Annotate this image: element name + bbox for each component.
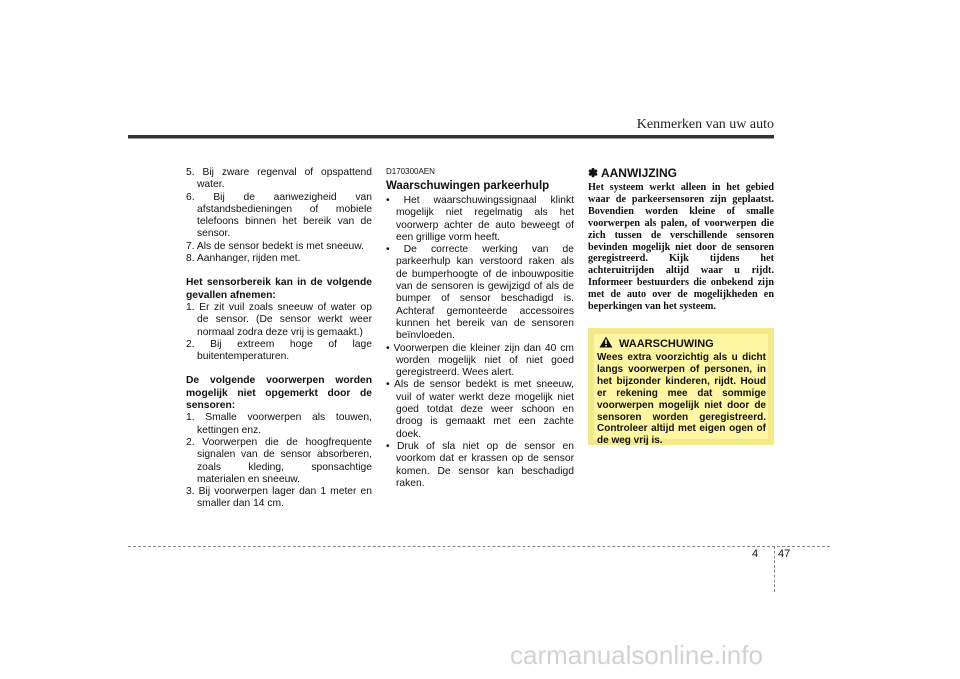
list-item: 2. Voorwerpen die de hoogfrequente signalen van de sensor absorberen, zoals kleding, sponsachtige materialen en sneeuw. [186, 436, 372, 485]
column-middle [386, 167, 574, 490]
list-item: 7. Als de sensor bedekt is met sneeuw. [186, 240, 365, 252]
column-right [588, 167, 774, 313]
header-rule-thin [128, 138, 774, 139]
warning-box [588, 328, 774, 445]
bullet-item: • Het waarschuwingssignaal klinkt mogelijk niet regelmatig als het voorwerp achter de auto beweegt of een grillige vorm heeft. [386, 195, 574, 243]
page-number: 47 [778, 548, 791, 560]
footer-divider [774, 546, 775, 592]
list-item: 2. Bij extreem hoge of lage buitentemperaturen. [186, 338, 372, 363]
warning-title-row [597, 336, 766, 352]
column-left [186, 167, 372, 511]
list-item: 1. Er zit vuil zoals sneeuw of water op de sensor. (De sensor werkt weer normaal zodra deze vrij is gemaakt.) [186, 301, 372, 338]
section-code: D170300AEN [386, 167, 435, 176]
section-heading: De volgende voorwerpen worden mogelijk niet opgemerkt door de sensoren: [186, 375, 372, 412]
warning-text: Wees extra voorzichtig als u dicht langs voorwerpen of personen, in het bijzonder kinderen, rijdt. Houd er rekening mee dat sommige voorwerpen mogelijk niet door de sensoren worden geregistreerd. Controleer altijd met eigen ogen of de weg vrij is. [597, 352, 766, 447]
note-text: Het systeem werkt alleen in het gebied waar de parkeersensoren zijn geplaatst. Bovendien worden kleine of smalle voorwerpen als palen, of voorwerpen die zich tussen de verschillende sensoren bevinden mogelijk niet door de sensoren geregistreerd. Kijk tijdens het achteruitrijden altijd waar u rijdt. Informeer bestuurders die onbekend zijn met de auto over de mogelijkheden en beperkingen van het systeem. [588, 182, 774, 313]
footer-rule [128, 546, 830, 547]
bullet-item: • Voorwerpen die kleiner zijn dan 40 cm worden mogelijk niet of niet goed geregistreerd. Wees alert. [386, 342, 574, 379]
list-item: 8. Aanhanger, rijden met. [186, 253, 301, 265]
bullet-item: • Druk of sla niet op de sensor en voorkom dat er krassen op de sensor komen. De sensor kan beschadigd raken. [386, 440, 574, 489]
list-item: 5. Bij zware regenval of opspattend water. [186, 167, 372, 191]
chapter-number: 4 [752, 548, 759, 560]
page-header-title: Kenmerken van uw auto [636, 117, 774, 132]
warning-title: WAARSCHUWING [619, 338, 714, 350]
list-item: 1. Smalle voorwerpen als touwen, kettingen enz. [186, 412, 372, 436]
list-item: 3. Bij voorwerpen lager dan 1 meter en smaller dan 14 cm. [186, 486, 372, 510]
section-title: Waarschuwingen parkeerhulp [386, 180, 550, 192]
section-heading: Het sensorbereik kan in de volgende gevallen afnemen: [186, 277, 372, 301]
watermark: carmanualsonline.info [510, 640, 763, 670]
list-item: 6. Bij de aanwezigheid van afstandsbedieningen of mobiele telefoons binnen het bereik van de sensor. [186, 191, 372, 240]
warning-triangle-icon [599, 336, 613, 352]
bullet-item: • Als de sensor bedekt is met sneeuw, vuil of water werkt deze mogelijk niet goed totdat deze weer schoon en droog is gemaakt met een zachte doek. [386, 379, 574, 440]
bullet-item: • De correcte werking van de parkeerhulp kan verstoord raken als de bumperhoogte of de inbouwpositie van de sensoren is gewijzigd of als de bumper of sensor beschadigd is. Achteraf gemonteerde accessoires kunnen het bereik van de sensoren beïnvloeden. [386, 244, 574, 342]
note-heading: ✽ AANWIJZING [588, 166, 677, 180]
